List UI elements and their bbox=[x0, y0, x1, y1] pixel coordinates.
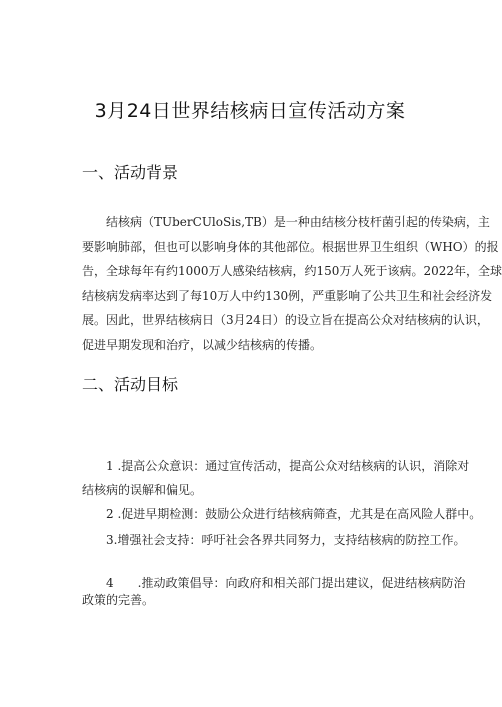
paragraph-line: 结核病（TUberCUloSis,TB）是一种由结核分枝杆菌引起的传染病，主 bbox=[82, 215, 490, 229]
goal-line: 结核病的误解和偏见。 bbox=[82, 483, 203, 497]
paragraph-line: 要影响肺部，但也可以影响身体的其他部位。根据世界卫生组织（WHO）的报 bbox=[82, 239, 499, 254]
goal-item-2 bbox=[82, 502, 482, 526]
document-title: 3月24日世界结核病日宣传活动方案 bbox=[94, 100, 406, 122]
goal-item-1 bbox=[82, 454, 470, 502]
goal-line: 2 .促进早期检测：鼓励公众进行结核病筛查，尤其是在高风险人群中。 bbox=[82, 507, 482, 521]
section-heading-background: 一、活动背景 bbox=[82, 163, 179, 182]
paragraph-line: 结核病发病率达到了每10万人中约130例，严重影响了公共卫生和社会经济发 bbox=[82, 288, 493, 303]
paragraph-line: 展。因此，世界结核病日（3月24日）的设立旨在提高公众对结核病的认识， bbox=[82, 313, 489, 328]
goal-item-3 bbox=[82, 528, 466, 552]
goal-line: 3.增强社会支持：呼吁社会各界共同努力，支持结核病的防控工作。 bbox=[82, 533, 466, 547]
section-heading-goals: 二、活动目标 bbox=[82, 375, 179, 394]
goal-line: 1 .提高公众意识：通过宣传活动，提高公众对结核病的认识，消除对 bbox=[82, 459, 470, 473]
goal-line: 4 .推动政策倡导：向政府和相关部门提出建议，促进结核病防治 bbox=[82, 576, 466, 590]
paragraph-line: 告，全球每年有约1000万人感染结核病，约150万人死于该病。2022年，全球 bbox=[82, 264, 502, 279]
goal-line: 政策的完善。 bbox=[82, 593, 155, 607]
paragraph-line: 促进早期发现和治疗，以减少结核病的传播。 bbox=[82, 337, 323, 352]
background-paragraph bbox=[82, 210, 502, 358]
goal-item-4 bbox=[82, 575, 466, 609]
